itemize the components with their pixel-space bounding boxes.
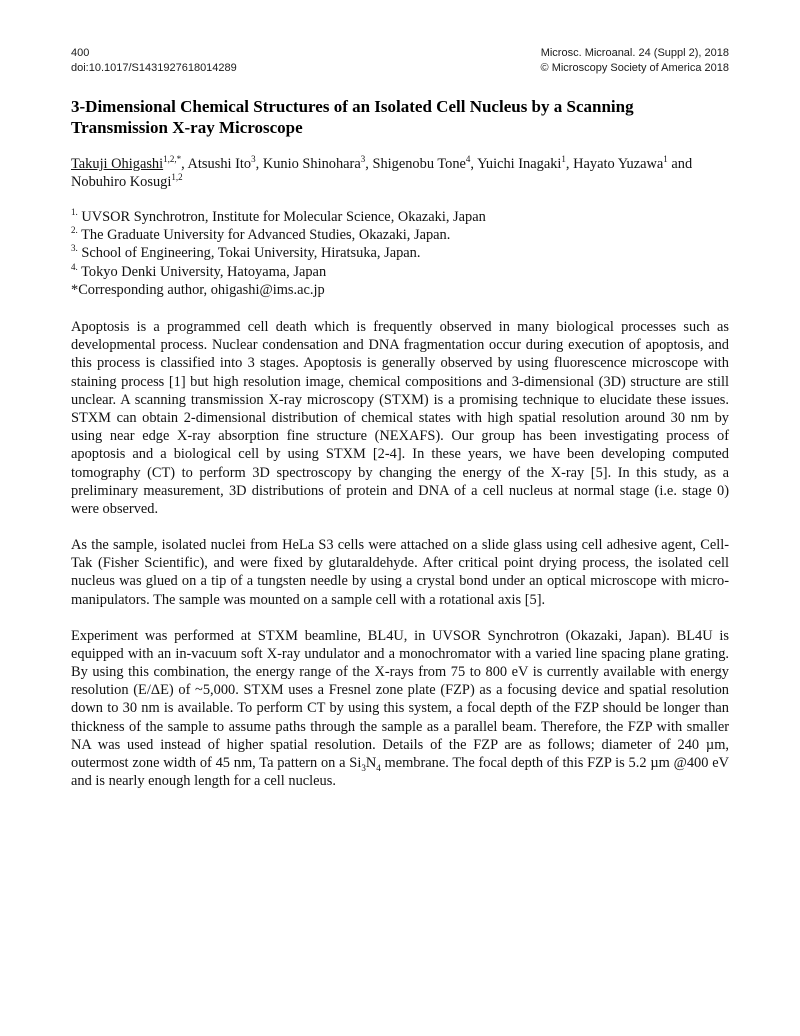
author-name: Atsushi Ito: [187, 156, 252, 172]
header-left: [71, 46, 237, 76]
page-number: 400: [71, 47, 90, 59]
journal-citation: Microsc. Microanal. 24 (Suppl 2), 2018: [540, 47, 729, 59]
abstract-body: [71, 318, 729, 808]
affiliation-text: Tokyo Denki University, Hatoyama, Japan: [81, 263, 327, 280]
paragraph-text: Experiment was performed at STXM beamline, BL4U, in UVSOR Synchrotron (Okazaki, Japan). BL4U is equipped with an in-vacuum soft X-ray undulator and a monochromator with a varied line spacing plane grating. By using this combination, the energy range of the X-rays from 75 to 800 eV is currently available with energy resolution (E/ΔE) of ~5,000. STXM uses a Fresnel zone plate (FZP) as a focusing device and spatial resolution down to 30 nm is available. To perform CT by using this system, a focal depth of the FZP should be longer than thickness of the sample to assume paths through the sample as a parallel beam. Therefore, the FZP with smaller NA was used instead of higher spatial resolution. Details of the FZP are as follows; diameter of 240 µm, outermost zone width of 45 nm, Ta pattern on a Si: [71, 627, 729, 772]
affiliation-item: [71, 244, 729, 262]
doi: doi:10.1017/S1431927618014289: [71, 62, 237, 74]
copyright: © Microscopy Society of America 2018: [540, 62, 729, 74]
affiliation-text: School of Engineering, Tokai University, Hiratsuka, Japan.: [81, 245, 421, 262]
affiliation-text: UVSOR Synchrotron, Institute for Molecular Science, Okazaki, Japan: [81, 209, 486, 225]
author-name: Takuji Ohigashi: [71, 156, 164, 172]
affiliation-item: [71, 263, 729, 281]
author-name: Nobuhiro Kosugi: [71, 174, 172, 191]
affiliation-mark: 2.: [71, 225, 78, 236]
author-affiliation-mark: 4: [465, 154, 471, 165]
paragraph-text: membrane. The focal depth of this FZP is 5.2 µm @400 eV and is nearly enough length for a cell nucleus.: [71, 755, 729, 790]
paper-title: 3-Dimensional Chemical Structures of an Isolated Cell Nucleus by a Scanning Transmission X-ray Microscope: [71, 97, 634, 137]
affiliation-mark: 3.: [71, 243, 78, 254]
author-affiliation-mark: 1: [663, 154, 668, 165]
author-name: Kunio Shinohara: [262, 156, 361, 172]
paragraph-experiment: [71, 627, 729, 791]
affiliation-mark: 1.: [71, 207, 78, 218]
author-separator: and: [667, 156, 693, 172]
author-separator: ,: [181, 156, 188, 172]
author-separator: ,: [365, 156, 373, 172]
author-affiliation-mark: 1: [561, 154, 566, 165]
paragraph-introduction: Apoptosis is a programmed cell death which is frequently observed in many biological processes such as developmental process. Nuclear condensation and DNA fragmentation occur during execution of apoptosis, and this process is classified into 3 stages. Apoptosis is generally observed by using fluorescence microscope with staining process [1] but high resolution image, chemical compositions and 3-dimensional (3D) structure are still unclear. A scanning transmission X-ray microscopy (STXM) is a promising technique to elucidate these issues. STXM can obtain 2-dimensional distribution of chemical states with high spatial resolution around 30 nm by using near edge X-ray absorption fine structure (NEXAFS). Our group has been investigating process of apoptosis and a biological cell by using STXM [2-4]. In these years, we have been developing computed tomography (CT) to perform 3D spectroscopy by changing the energy of the X-ray [5]. In this study, as a preliminary measurement, 3D distributions of protein and DNA of a cell nucleus at normal stage (i.e. stage 0) were observed.: [71, 319, 729, 518]
author-affiliation-mark: 3: [360, 154, 366, 165]
affiliation-item: [71, 226, 729, 244]
affiliation-mark: 4.: [71, 261, 78, 272]
corresponding-author: *Corresponding author, ohigashi@ims.ac.jp: [71, 281, 325, 298]
author-name: Yuichi Inagaki: [477, 156, 562, 172]
author-name: Hayato Yuzawa: [573, 156, 664, 172]
author-separator: ,: [565, 156, 574, 172]
author-separator: ,: [255, 156, 263, 172]
affiliation-list: [71, 208, 729, 299]
paragraph-sample: As the sample, isolated nuclei from HeLa S3 cells were attached on a slide glass using cell adhesive agent, Cell-Tak (Fisher Scientific), and were fixed by glutaraldehyde. After critical point drying process, the isolated cell nucleus was glued on a tip of a tungsten needle by using a crystal bond under an optical microscope with micro-manipulators. The sample was mounted on a sample cell with a rotational axis [5].: [71, 537, 729, 608]
subscript: 3: [361, 762, 366, 773]
author-affiliation-mark: 3: [251, 154, 256, 165]
author-affiliation-mark: 1,2,*: [163, 154, 182, 165]
author-list: [71, 155, 711, 191]
header-right: [541, 46, 729, 76]
author-separator: ,: [470, 156, 478, 172]
author-affiliation-mark: 1,2: [171, 172, 183, 183]
affiliation-text: The Graduate University for Advanced Studies, Okazaki, Japan.: [81, 227, 451, 244]
affiliation-item: [71, 208, 729, 226]
subscript: 4: [376, 762, 381, 773]
paragraph-text: N: [365, 755, 377, 772]
author-name: Shigenobu Tone: [372, 156, 466, 172]
